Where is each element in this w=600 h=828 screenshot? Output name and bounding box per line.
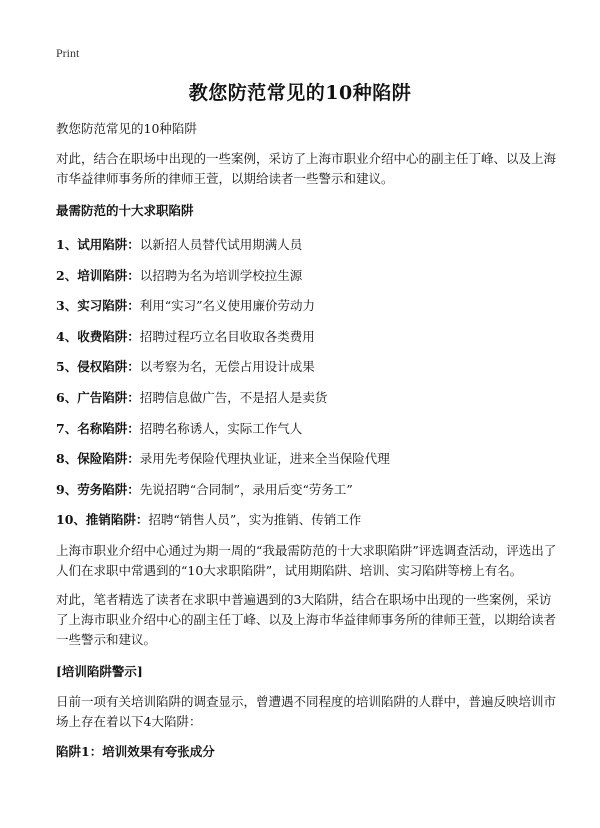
intro-paragraph: 对此，结合在职场中出现的一些案例，采访了上海市职业介绍中心的副主任丁峰、以及上海市华益律师事务所的律师王萱，以期给读者一些警示和建议。 xyxy=(56,151,557,186)
trap-number: 7、 xyxy=(56,420,78,436)
trap-number: 6、 xyxy=(56,389,78,405)
trap-name: 侵权陷阱： xyxy=(77,359,140,375)
trap-description: 招聘“销售人员”，实为推销、传销工作 xyxy=(148,512,362,528)
trap-description: 以招聘为名为培训学校拉生源 xyxy=(139,267,303,283)
list-item xyxy=(56,388,560,408)
trap-name: 保险陷阱： xyxy=(77,451,140,467)
top-ten-heading: 最需防范的十大求职陷阱 xyxy=(56,203,194,218)
list-item xyxy=(56,449,560,469)
list-item xyxy=(56,419,560,439)
trap-name: 名称陷阱： xyxy=(77,420,140,436)
trap-number: 3、 xyxy=(56,298,78,314)
trap-number: 10、 xyxy=(56,512,86,528)
trap-name: 培训陷阱： xyxy=(77,267,140,283)
article-body xyxy=(56,119,560,762)
trap-number: 8、 xyxy=(56,451,78,467)
list-item xyxy=(56,327,560,347)
intro-line: 教您防范常见的10种陷阱 xyxy=(56,121,197,136)
list-item xyxy=(56,266,560,286)
trap-name: 收费陷阱： xyxy=(77,328,140,344)
trap-number: 4、 xyxy=(56,328,78,344)
page-title: 教您防范常见的10种陷阱 xyxy=(188,82,412,104)
training-warning-heading: [培训陷阱警示] xyxy=(56,663,143,679)
trap-description: 招聘名称诱人，实际工作气人 xyxy=(139,420,303,436)
list-item xyxy=(56,357,560,377)
trap-number: 2、 xyxy=(56,267,78,283)
trap-name: 实习陷阱： xyxy=(77,298,140,314)
trap-number: 5、 xyxy=(56,359,78,375)
list-item xyxy=(56,510,560,530)
trap1-heading: 陷阱1：培训效果有夸张成分 xyxy=(56,743,215,759)
selection-paragraph: 对此，笔者精选了读者在求职中普遍遇到的3大陷阱，结合在职场中出现的一些案例，采访了上海市职业介绍中心的副主任丁峰、以及上海市华益律师事务所的律师王萱，以期给读者一些警示和建议。 xyxy=(56,591,557,647)
print-label[interactable]: Print xyxy=(56,46,80,60)
trap-name: 推销陷阱： xyxy=(85,512,149,528)
trap-description: 以考察为名，无偿占用设计成果 xyxy=(139,359,315,375)
list-item xyxy=(56,480,560,500)
trap-description: 录用先考保险代理执业证，进来全当保险代理 xyxy=(139,451,390,467)
trap-number: 1、 xyxy=(56,237,78,252)
trap-name: 试用陷阱： xyxy=(77,237,140,252)
training-paragraph: 日前一项有关培训陷阱的调查显示，曾遭遇不同程度的培训陷阱的人群中，普遍反映培训市场上存在着以下4大陷阱： xyxy=(56,693,557,729)
trap-description: 招聘信息做广告，不是招人是卖货 xyxy=(139,389,328,405)
survey-paragraph: 上海市职业介绍中心通过为期一周的“我最需防范的十大求职陷阱”评选调查活动，评选出了人们在求职中常遇到的“10大求职陷阱”，试用期陷阱、培训、实习陷阱等榜上有名。 xyxy=(56,542,557,578)
trap-description: 利用“实习”名义使用廉价劳动力 xyxy=(139,298,316,314)
trap-name: 广告陷阱： xyxy=(77,389,140,405)
trap-name: 劳务陷阱： xyxy=(77,481,140,497)
trap-description: 招聘过程巧立名目收取各类费用 xyxy=(139,328,315,344)
trap-description: 以新招人员替代试用期满人员 xyxy=(139,237,303,252)
trap-description: 先说招聘“合同制”，录用后变“劳务工” xyxy=(139,481,353,497)
list-item xyxy=(56,296,560,316)
trap-list xyxy=(56,235,560,530)
trap-number: 9、 xyxy=(56,481,78,497)
list-item xyxy=(56,235,560,255)
